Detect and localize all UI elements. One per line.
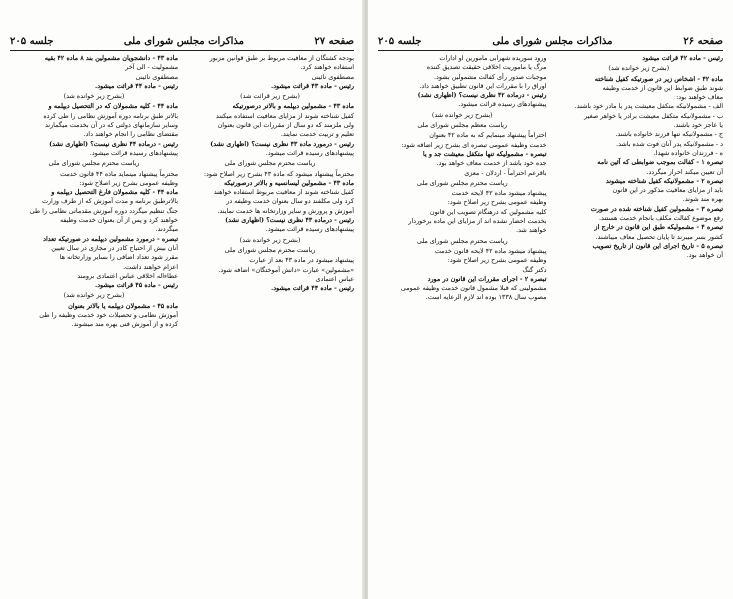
paragraph: تعلیم و تربیت خدمت نمایند. [280,130,354,139]
paragraph: مشمولیت - الی آخر [125,63,178,72]
paragraph: آموزش و پرورش و سایر وزارتخانه ها خدمت نمایند. [217,206,354,215]
paragraph: میگردند. [155,225,178,234]
paragraph: تبصره - مشمولیکه تنها متکفل معیشت جد و یا [422,149,547,158]
paragraph: (بشرح زیر خوانده شد) [63,291,125,300]
paragraph: بخدمت احضار نشده اند از مزایای این ماده برخوردار [408,217,547,226]
paragraph: (بشرح زیر خوانده شد) [63,92,125,101]
paragraph: بالاتر طبق برنامه دوره آموزش نظامی را طی کرده [43,111,178,120]
paragraph: اوراق را با مقررات این قانون تطبیق خواهند داد. [419,81,547,90]
right-page [368,0,733,599]
paragraph: ماده ۴۳ - دانشجویان مشمولین بند ۸ ماده ۴۲ بقیه [44,54,178,62]
paragraph: آن خواهد بود. [686,251,723,260]
paragraph: ریاست معظم مجلس شورای ملی [417,121,508,130]
paragraph: باید از مزایای معافیت مذکور در این قانون [612,186,723,195]
paragraph: وظیفه عمومی بشرح زیر اصلاح شود: [79,178,178,187]
paragraph: رئیس - درماده ۴۳ نظری نیست؟ (اظهاری نشد) [225,216,354,225]
paragraph: مقتضای نظامی را انجام خواهند داد. [83,130,178,139]
paragraph: تبصره ۲ - اجرای مقررات این قانون در مورد [427,274,547,283]
paragraph: بهره مند شوند. [682,195,723,204]
paragraph: مقرر شود تعداد اضافی را بسایر وزارتخانه ها [59,253,178,262]
paragraph: آنان بیش از احتیاج کادر در مجازی در سال تعیین [51,243,178,252]
left-page [0,0,364,599]
paragraph: یا عاجز خود باشند. [673,121,723,130]
paragraph: پیشنهاد میشود ماده ۴۲ لایحه قانون خدمت [434,246,547,255]
paragraph: (بشرح زیر قرائت شد) [240,92,300,101]
paragraph: جنگ تنظیم میگردد دوره آموزش مقدماتی نظامی را طی [29,206,178,215]
paragraph: رئیس - درماده ۴۲ نظری نیست؟ (اظهاری نشد) [417,91,547,100]
paragraph: کرد ولی مکلفند دو سال بعنوان خدمت وظیفه در [226,197,354,206]
journal-title: مذاکرات مجلس شورای ملی [123,35,244,47]
paragraph: دکتر گنگ [522,265,547,274]
paragraph: د - مشمولانیکه پدر آنان فوت شده باشد. [616,139,723,148]
text-column-left [378,54,547,595]
paragraph: ماده ۴۳ - مشمولین دیپلمه و بالاتر درصورتیکه [232,102,354,111]
paragraph: رفع موضوع کفالت مکلف بانجام خدمت هستند. [599,214,723,223]
paragraph: کفیل شناخته شوند از مزایای معافیت استفاده میکنند [215,111,354,120]
text-column-left [10,54,178,595]
session-number: جلسه ۲۰۵ [378,35,422,47]
paragraph: «مشمولین» عبارت «دانش آموختگان» اضافه شود. [218,265,354,274]
paragraph: خواهند شد. [516,226,547,235]
paragraph: بودجه کشتگان از معافیت مربوط بر طبق قوانین مزبور [209,54,354,62]
paragraph: ریاست محترم مجلس شورای ملی [224,159,316,168]
paragraph: پیشنهاد میشود در ماده ۴۳ بعد از عبارت [249,256,354,265]
paragraph: وظیفه عمومی بشرح زیر اصلاح شود: [447,198,547,207]
paragraph: ریاست محترم مجلس شورای ملی [48,159,140,168]
paragraph: ماده ۴۳ - مشمولین لیسانسیه و بالاتر درصورتیکه [223,178,354,187]
paragraph: رئیس - ماده ۴۳ قرائت میشود. [270,81,354,90]
paragraph: پیشنهاد میشود ماده ۴۲ لایحه خدمت [451,189,547,198]
paragraph: وظیفه عمومی بشرح زیر اصلاح شود: [447,256,547,265]
paragraph: ماده ۴۴ - کلیه مشمولان فارغ التحصیل دیپلمه و [51,188,178,197]
paragraph: محترماً پیشنهاد مینماید ماده ۴۴ قانون خدمت [60,169,178,178]
paragraph: رئیس - ماده ۴۴ قرائت میشود. [270,284,354,293]
paragraph: مشمولینی که قبلا مشمول قانون خدمت وظیفه عمومی [400,284,547,293]
paragraph: خدمت وظیفه عمومی تبصره ای بشرح زیر اضافه شود: [401,140,547,149]
paragraph: تبصره ۲ - مشمولانیکه کفیل شناخته میشوند [605,176,723,185]
paragraph: رئیس - درمورد ماده ۴۳ نظری نیست؟ (اظهاری نشد) [210,139,354,148]
paragraph: کشور بسر میبرند تا پایان تحصیل معاف میباشند. [595,232,723,241]
header-rule [378,50,723,51]
paragraph: ریاست محترم مجلس شورای ملی [224,245,316,254]
paragraph: (بشرح زیر خوانده شد) [239,235,301,244]
paragraph: پیشنهادهای رسیده قرائت میشود. [458,100,547,109]
journal-title: مذاکرات مجلس شورای ملی [492,35,613,47]
paragraph: ج - مشمولانیکه تنها فرزند خانواده باشند. [615,130,723,139]
paragraph: مصوب سال ۱۳۳۸ بوده اند لازم الرعایه است. [425,293,547,302]
paragraph: ریاست محترم مجلس شورای ملی [416,178,508,187]
paragraph: تبصره ۵ - تاریخ اجرای این قانون از تاریخ تصویب [592,241,723,250]
paragraph: ماده ۴۴ - کلیه مشمولان که در التحصیل دیپلمه و [48,102,178,111]
paragraph: (بشرح زیر خوانده شد) [431,110,493,119]
text-column-right [186,54,354,595]
header-rule [10,50,354,51]
paragraph: وسایر سازمانهای دولتی که در آن بخدمت میگمارند [44,121,178,130]
paragraph: مصطفوی نائینی [311,72,354,81]
page-number: صفحه ۲۶ [683,35,723,47]
paragraph: رئیس - ماده ۴۴ قرائت میشود. [94,81,178,90]
paragraph: ب - مشمولانیکه متکفل معیشت برادر یا خواهر صغیر [584,111,723,120]
paragraph: معاف خواهند بود: [676,93,723,102]
paragraph: آموزش نظامی و تحصیلات خود خدمت وظیفه را طی [39,311,178,320]
paragraph: تبصره ۳ - مشمولین کفیل شناخته شده در صورت [590,204,723,213]
paragraph: کلیه مشمولین که درهنگام تصویب این قانون [429,207,547,216]
paragraph: احتراماً پیشنهاد مینمایم که به ماده ۴۲ بعنوان [429,131,547,140]
paragraph: بالاترطبق برنامه و مدت آموزش که از طرف وزارت [41,197,178,206]
paragraph: شوند طبق ضوابط این قانون از خدمت وظیفه [602,83,723,92]
paragraph: جده خود باشد از خدمت معاف خواهد بود. [436,159,547,168]
running-head [10,34,354,48]
paragraph: پیشنهادهای رسیده قرائت میشود. [89,148,178,157]
paragraph: اعزام خواهند داشت. [123,262,178,271]
running-head [378,34,723,48]
paragraph: عباس اعتمادی [315,274,354,283]
paragraph: تبصره ۴ - مشمولیکه طبق این قانون در خارج از [594,223,723,232]
paragraph: آن تعیین میکند احراز میگردد. [646,167,723,176]
paragraph: تبصره - درمورد مشمولین دیپلمه در صورتیکه تعداد [43,234,178,243]
paragraph: ماده ۴۲ - اشخاص زیر در صورتیکه کفیل شناخته [594,74,723,83]
paragraph: محترماً پیشنهاد میشود که ماده ۴۳ بشرح زیر اصلاح شود: [203,169,354,178]
paragraph: الف - مشمولانیکه متکفل معیشت پدر یا مادر خود باشند. [574,102,723,111]
paragraph: موجبات صدور رأی کفالت مشمولین بشود. [433,72,547,81]
paragraph: مصطفوی نائینی [135,72,178,81]
paragraph: ورود سوریده شهرابی مامورین او ادارات [439,54,547,62]
paragraph: کرده و از آموزش فنی بهره مند میشوند. [71,320,178,329]
paragraph: پیشنهادهای رسیده قرائت میشود. [265,148,354,157]
paragraph: تبصره ۱ - کفالت بموجب ضوابطی که آئین نامه [597,158,723,167]
paragraph: ولی ملزمند که دو سال از مقررات این قانون بعنوان [217,121,354,130]
paragraph: خواهند کرد و پس از آن بعنوان خدمت وظیفه [59,216,178,225]
paragraph: استفاده خواهند کرد. [300,63,354,72]
paragraph: کفیل شناخته شوند از معافیت مربوط استفاده خواهند [213,188,354,197]
paragraph: عطاءاله اخلاقی عباس اعتمادی برومند [77,271,178,280]
paragraph: باقرعم احتراماً - اردلان - معزی [464,168,547,177]
paragraph: ریاست محترم مجلس شورای ملی [416,236,508,245]
page-number: صفحه ۲۷ [314,35,354,47]
paragraph: رئیس - ماده ۴۵ قرائت میشود. [94,281,178,290]
paragraph: رئیس - ماده ۴۲ قرائت میشود [642,54,723,62]
session-number: جلسه ۲۰۵ [10,35,54,47]
paragraph: ماده ۴۵ - مشمولان دیپلمه یا بالاتر بعنوان [68,301,178,310]
paragraph: ه - فرزندان خانواده شهدا. [653,148,723,157]
paragraph: رئیس - درماده ۴۴ نظری نیست؟ (اظهاری نشد) [49,139,178,148]
paragraph: (بشرح زیر خوانده شد) [608,64,670,73]
text-column-right [555,54,724,595]
paragraph: پیشنهادهای رسیده قرائت میشود. [265,225,354,234]
paragraph: مرگ یا ماموریت اخلاقی حقیقت تصدیق کننده [426,63,547,72]
